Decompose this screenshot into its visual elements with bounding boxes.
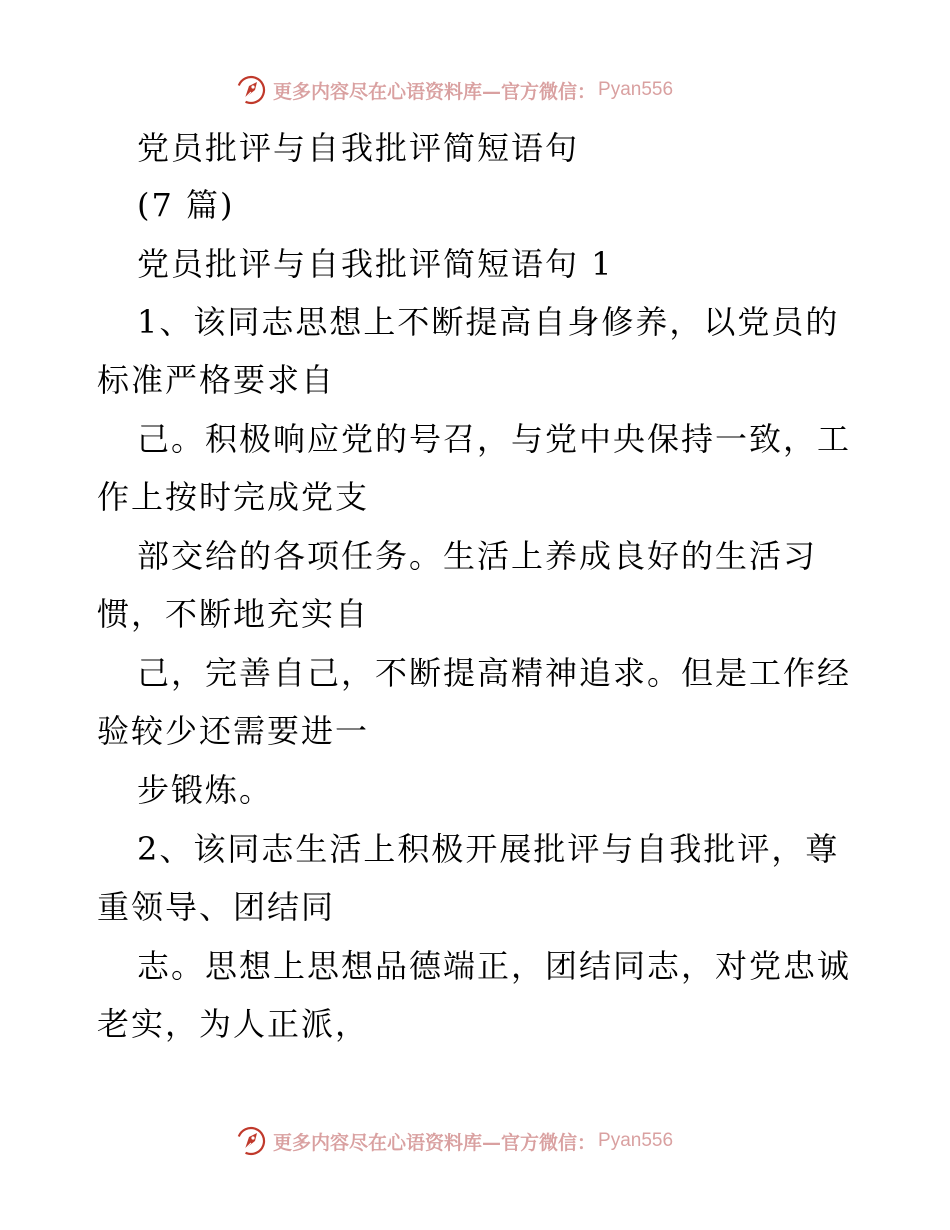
pen-nib-logo-icon <box>235 74 267 106</box>
section-heading: 党员批评与自我批评简短语句 1 <box>137 245 614 283</box>
paragraph-line: 老实，为人正派， <box>97 1005 370 1043</box>
document-subtitle: (7 篇) <box>137 186 235 224</box>
watermark-text: 更多内容尽在心语资料库—官方微信： <box>273 80 597 103</box>
watermark-id: Pyan556 <box>598 79 674 100</box>
watermark-id: Pyan556 <box>598 1130 674 1151</box>
document-title: 党员批评与自我批评简短语句 <box>137 129 580 167</box>
paragraph-line: 志。思想上思想品德端正，团结同志，对党忠诚 <box>137 947 852 985</box>
paragraph-line: 部交给的各项任务。生活上养成良好的生活习 <box>137 537 818 575</box>
paragraph-line: 己。积极响应党的号召，与党中央保持一致，工 <box>137 420 852 458</box>
paragraph-line: 作上按时完成党支 <box>97 478 370 516</box>
paragraph-line: 标准严格要求自 <box>97 361 336 399</box>
paragraph-line: 1、该同志思想上不断提高自身修养，以党员的 <box>137 303 840 341</box>
paragraph-line: 己，完善自己，不断提高精神追求。但是工作经 <box>137 654 852 692</box>
pen-nib-logo-icon <box>235 1125 267 1157</box>
paragraph-line: 验较少还需要进一 <box>97 712 370 750</box>
header-watermark <box>235 73 673 107</box>
footer-watermark <box>235 1124 673 1158</box>
paragraph-line: 重领导、团结同 <box>97 888 336 926</box>
paragraph-line: 2、该同志生活上积极开展批评与自我批评，尊 <box>137 830 840 868</box>
watermark-text: 更多内容尽在心语资料库—官方微信： <box>273 1131 597 1154</box>
paragraph-line: 惯，不断地充实自 <box>97 595 370 633</box>
paragraph-line: 步锻炼。 <box>137 771 274 809</box>
